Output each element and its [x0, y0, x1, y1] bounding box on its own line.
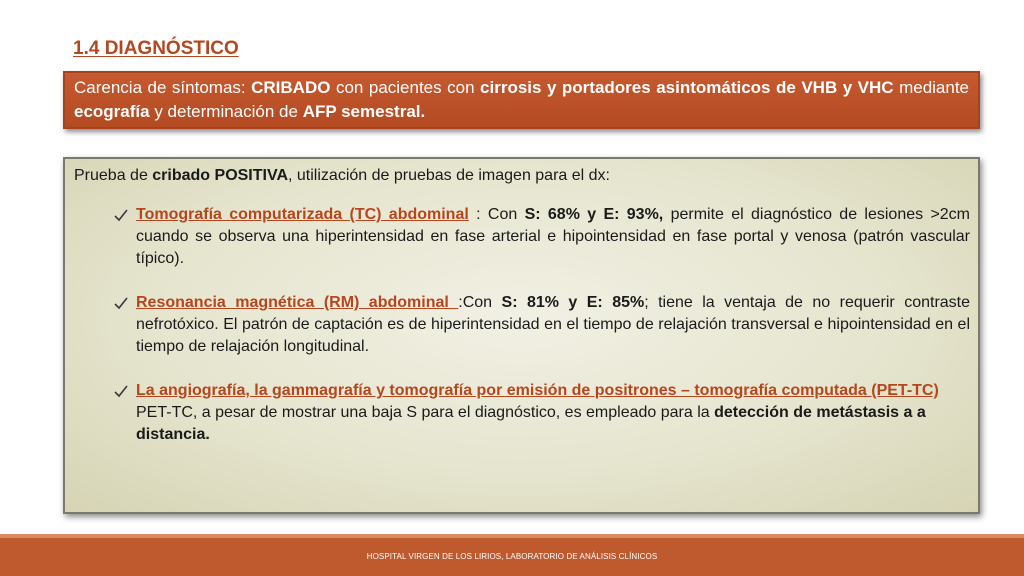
ct-link[interactable]: Tomografía computarizada (TC) abdominal — [136, 206, 469, 223]
bullet-text: permite el diagnóstico de lesiones >2cm cuando se observa una hiperintensidad en fase arterial e hipointensidad en fase portal y venosa (patrón vascular típico). — [136, 206, 971, 267]
lead-text: Prueba de — [74, 167, 153, 184]
bullet-highlight: S: 68% y E: 93%, — [524, 206, 664, 223]
checkmark-icon — [112, 292, 130, 314]
checkmark-icon — [112, 204, 130, 226]
checkmark-icon — [112, 380, 130, 402]
intro-text: Carencia de síntomas: — [74, 78, 252, 97]
intro-highlight: cirrosis y portadores asintomáticos de VHB y VHC — [480, 78, 894, 97]
bullet-highlight: detección de metástasis a a distancia. — [136, 404, 926, 443]
lead-text: , utilización de pruebas de imagen para el dx: — [288, 167, 610, 184]
intro-text: y determinación de — [149, 102, 303, 121]
slide-title: 1.4 DIAGNÓSTICO — [73, 38, 239, 59]
bullet-highlight: S: 81% y E: 85% — [501, 294, 645, 311]
bullet-text: ; tiene la ventaja de no requerir contraste nefrotóxico. El patrón de captación es de hiperintensidad en el tiempo de relajación transversal e hipointensidad en el tiempo de relajación longitudinal. — [136, 294, 971, 355]
intro-text: mediante — [893, 78, 970, 97]
diagnostic-tests-box — [63, 157, 980, 514]
bullet-text: PET-TC, a pesar de mostrar una baja S para el diagnóstico, es empleado para la — [136, 404, 715, 421]
intro-highlight: CRIBADO — [251, 78, 331, 97]
bullet-mri — [74, 292, 970, 358]
bullet-text: :Con — [458, 294, 502, 311]
bullet-text: : Con — [468, 206, 525, 223]
mri-link[interactable]: Resonancia magnética (RM) abdominal — [136, 294, 459, 311]
box-lead — [74, 165, 970, 187]
intro-box — [63, 71, 980, 129]
footer: HOSPITAL VIRGEN DE LOS LIRIOS, LABORATORIO DE ANÁLISIS CLÍNICOS — [0, 534, 1024, 576]
intro-highlight: AFP semestral. — [302, 102, 426, 121]
intro-highlight: ecografía — [74, 102, 150, 121]
pet-link[interactable]: La angiografía, la gammagrafía y tomografía por emisión de positrones – tomografía computada (PET-TC) — [136, 382, 939, 399]
bullet-ct — [74, 204, 970, 270]
lead-highlight: cribado POSITIVA — [152, 167, 289, 184]
bullet-pet — [74, 380, 970, 446]
intro-text: con pacientes con — [330, 78, 481, 97]
